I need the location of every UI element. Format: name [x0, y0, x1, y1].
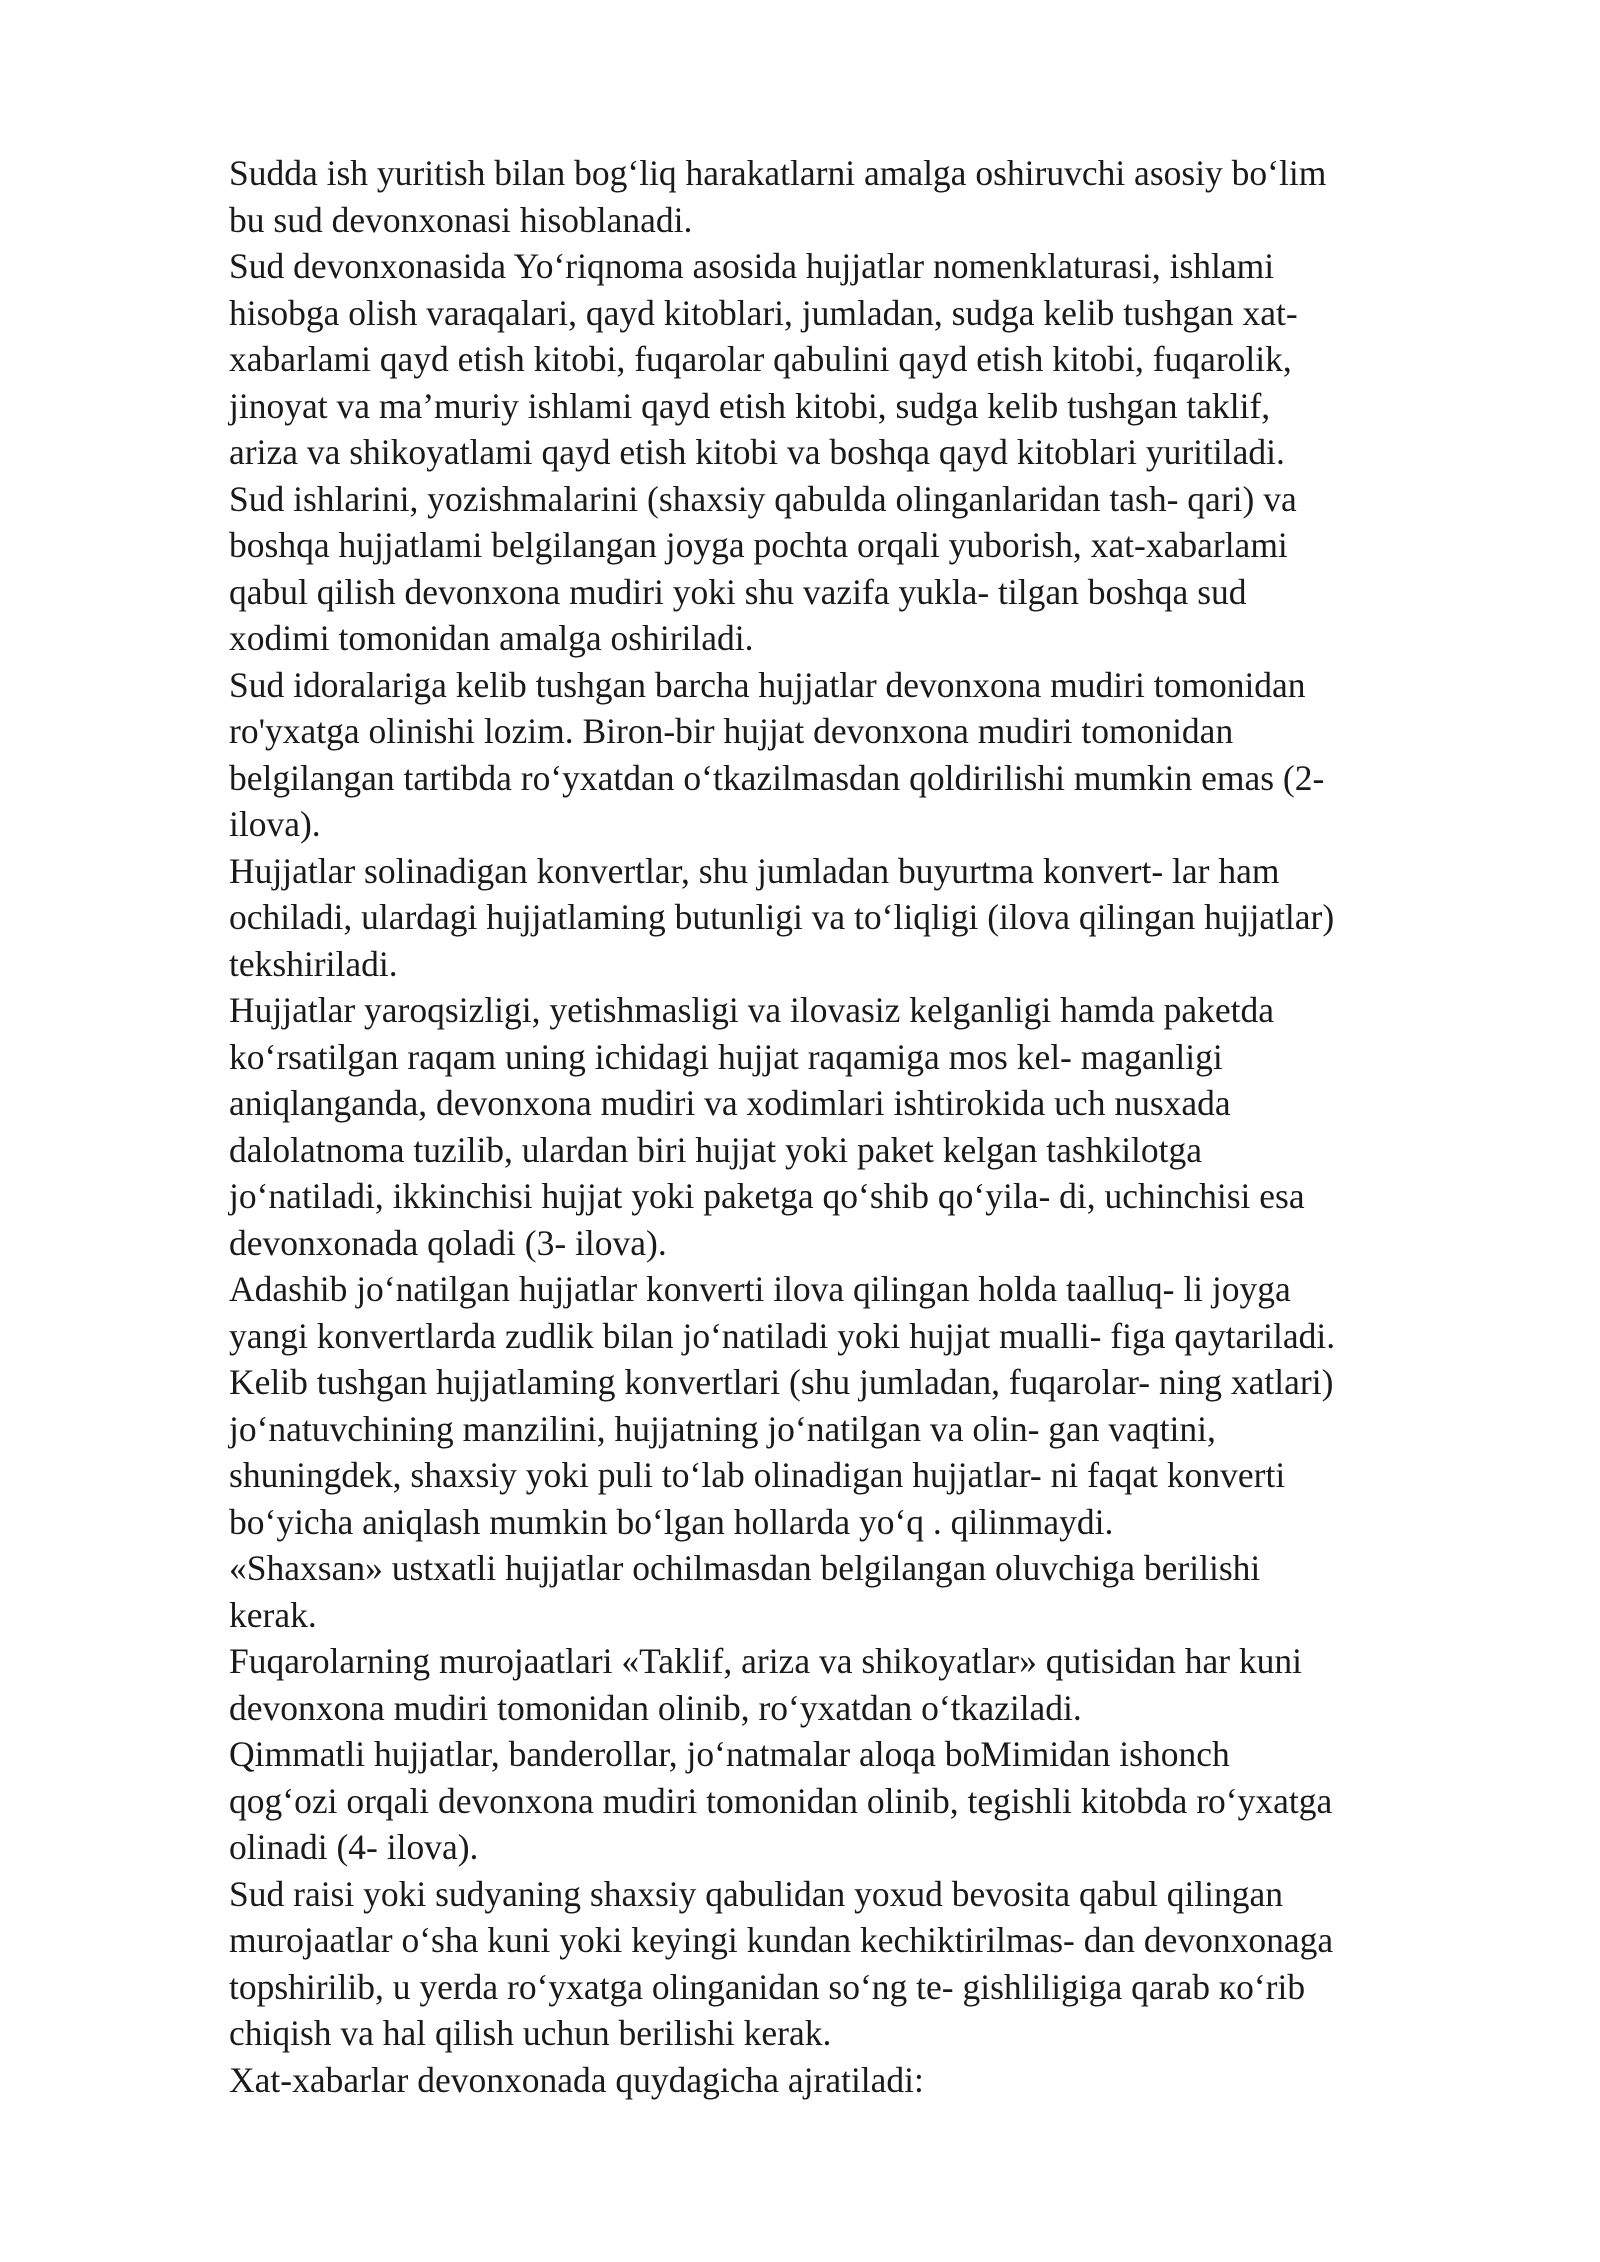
text-line: chiqish va hal qilish uchun berilishi kerak. — [229, 2013, 832, 2053]
text-line: bo‘yicha aniqlash mumkin bo‘lgan hollarda yo‘q . qilinmaydi. — [229, 1501, 1114, 1542]
paragraph — [229, 848, 1529, 988]
text-line: olinadi (4- ilova). — [229, 1827, 479, 1867]
text-line: Xat-xabarlar devonxonada quydagicha ajratiladi: — [229, 2059, 924, 2100]
text-line: Hujjatlar yaroqsizligi, yetishmasligi va ilovasiz kelganligi hamda paketda — [229, 990, 1274, 1030]
text-line: kerak. — [229, 1594, 317, 1635]
document-body — [229, 150, 1529, 2103]
text-line: murojaatlar o‘sha kuni yoki keyingi kundan kechiktirilmas- dan devonxonaga — [229, 1920, 1334, 1960]
text-line: devonxonada qoladi (3- ilova). — [229, 1222, 667, 1263]
text-line: qog‘ozi orqali devonxona mudiri tomonidan olinib, tegishli kitobda ro‘yxatga — [229, 1780, 1333, 1821]
text-line: aniqlanganda, devonxona mudiri va xodimlari ishtirokida uch nusxada — [229, 1083, 1231, 1123]
text-line: jinoyat va ma’muriy ishlami qayd etish kitobi, sudga kelib tushgan taklif, — [229, 385, 1271, 426]
text-line: Sud devonxonasida Yo‘riqnoma asosida hujjatlar nomenklaturasi, ishlami — [229, 246, 1275, 286]
text-line: ro'yxatga olinishi lozim. Biron-bir hujjat devonxona mudiri tomonidan — [229, 711, 1234, 751]
paragraph — [229, 1871, 1529, 2057]
text-line: tekshiriladi. — [229, 943, 398, 984]
paragraph — [229, 243, 1529, 476]
text-line: jo‘natuvchining manzilini, hujjatning jo‘natilgan va olin- gan vaqtini, — [229, 1408, 1216, 1449]
text-line: Sud raisi yoki sudyaning shaxsiy qabulidan yoxud bevosita qabul qilingan — [229, 1873, 1284, 1914]
paragraph — [229, 987, 1529, 1266]
text-line: yangi konvertlarda zudlik bilan jo‘natiladi yoki hujjat mualli- figa qaytariladi. — [229, 1315, 1336, 1356]
text-line: Fuqarolarning murojaatlari «Taklif, ariza va shikoyatlar» qutisidan har kuni — [229, 1641, 1303, 1681]
paragraph — [229, 1545, 1529, 1638]
text-line: Sud ishlarini, yozishmalarini (shaxsiy qabulda olinganlaridan tash- qari) va — [229, 478, 1297, 519]
text-line: Qimmatli hujjatlar, banderollar, jo‘natmalar aloqa boMimidan ishonch — [229, 1734, 1230, 1774]
paragraph — [229, 2057, 1529, 2104]
text-line: jo‘natiladi, ikkinchisi hujjat yoki paketga qo‘shib qo‘yila- di, uchinchisi esa — [229, 1176, 1305, 1216]
paragraph — [229, 1638, 1529, 1731]
paragraph — [229, 1359, 1529, 1545]
text-line: shuningdek, shaxsiy yoki puli to‘lab olinadigan hujjatlar- ni faqat konverti — [229, 1455, 1286, 1495]
text-line: Hujjatlar solinadigan konvertlar, shu jumladan buyurtma konvert- lar ham — [229, 850, 1280, 891]
text-line: bu sud devonxonasi hisoblanadi. — [229, 199, 693, 240]
text-line: hisobga olish varaqalari, qayd kitoblari, jumladan, sudga kelib tushgan xat- — [229, 292, 1298, 333]
paragraph — [229, 150, 1529, 243]
text-line: belgilangan tartibda ro‘yxatdan o‘tkazilmasdan qoldirilishi mumkin emas (2- — [229, 757, 1325, 798]
text-line: dalolatnoma tuzilib, ulardan biri hujjat yoki paket kelgan tashkilotga — [229, 1129, 1203, 1170]
paragraph — [229, 1266, 1529, 1359]
paragraph — [229, 662, 1529, 848]
text-line: Adashib jo‘natilgan hujjatlar konverti ilova qilingan holda taalluq- li joyga — [229, 1269, 1291, 1309]
text-line: ko‘rsatilgan raqam uning ichidagi hujjat raqamiga mos kel- maganligi — [229, 1036, 1223, 1077]
paragraph — [229, 476, 1529, 662]
text-line: Sudda ish yuritish bilan bog‘liq harakatlarni amalga oshiruvchi asosiy bo‘lim — [229, 153, 1327, 193]
text-line: ariza va shikoyatlami qayd etish kitobi va boshqa qayd kitoblari yuritiladi. — [229, 432, 1285, 472]
text-line: topshirilib, u yerda ro‘yxatga olinganidan so‘ng te- gishliligiga qarab кo‘rib — [229, 1966, 1306, 2007]
text-line: devonxona mudiri tomonidan olinib, ro‘yxatdan o‘tkaziladi. — [229, 1687, 1082, 1728]
text-line: qabul qilish devonxona mudiri yoki shu vazifa yukla- tilgan boshqa sud — [229, 571, 1247, 612]
text-line: Sud idoralariga kelib tushgan barcha hujjatlar devonxona mudiri tomonidan — [229, 664, 1306, 705]
text-line: ochiladi, ulardagi hujjatlaming butunligi va to‘liqligi (ilova qilingan hujjatlar) — [229, 897, 1335, 937]
text-line: «Shaxsan» ustxatli hujjatlar ochilmasdan belgilangan oluvchiga berilishi — [229, 1548, 1261, 1588]
paragraph — [229, 1731, 1529, 1871]
text-line: ilova). — [229, 804, 321, 844]
text-line: xodimi tomonidan amalga oshiriladi. — [229, 618, 754, 658]
text-line: xabarlami qayd etish kitobi, fuqarolar qabulini qayd etish kitobi, fuqarolik, — [229, 339, 1292, 379]
text-line: boshqa hujjatlami belgilangan joyga pochta orqali yuborish, xat-xabarlami — [229, 525, 1288, 565]
text-line: Kelib tushgan hujjatlaming konvertlari (shu jumladan, fuqarolar- ning xatlari) — [229, 1362, 1334, 1402]
